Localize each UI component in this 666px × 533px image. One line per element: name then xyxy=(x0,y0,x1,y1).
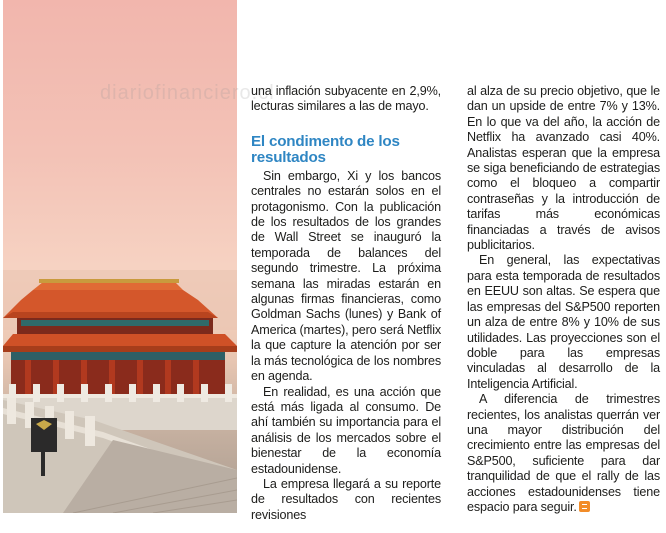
paragraph: La empresa llegará a su reporte de resultados con recientes revisiones xyxy=(251,476,441,522)
watermark: diariofinanciero.cl xyxy=(100,82,275,104)
paragraph: En general, las expectativas para esta temporada de resultados en EEUU son altas. Se espera que las empresas del S&P500 reporten un alza de entre 8% y 10% de sus utilidades. Las proyecciones son el doble para las empresas vinculadas al desarrollo de la Inteligencia Artificial. xyxy=(467,253,660,391)
article-column-2 xyxy=(467,84,660,515)
paragraph: Sin embargo, Xi y los bancos centrales no estarán solos en el protagonismo. Con la publicación de los resultados de los grandes de Wall Street se inauguró la temporada de balances del segundo trimestre. La próxima semana las miradas estarán en algunas firmas financieras, como Goldman Sachs (lunes) y Bank of America (martes), pero será Netflix la que capture la atención por ser la más tecnológica de los nombres en agenda. xyxy=(251,168,442,384)
paragraph-last xyxy=(467,392,660,515)
palace-illustration xyxy=(3,0,237,513)
paragraph: al alza de su precio objetivo, que le dan un upside de entre 7% y 13%. En lo que va del año, la acción de Netflix ha avanzado casi 40%. Analistas esperan que la empresa se siga beneficiando de estrategias como el bloqueo a compartir contraseñas y la introducción de tarifas más económicas financiadas a través de avisos publicitarios. xyxy=(467,84,660,253)
forbidden-city-photo xyxy=(3,0,237,513)
paragraph: En realidad, es una acción que está más ligada al consumo. De ahí también su importancia para el análisis de los mercados sobre el bienestar de la economía estadounidense. xyxy=(251,384,441,476)
article-column-1 xyxy=(251,84,441,523)
end-of-article-icon xyxy=(579,501,590,512)
paragraph: una inflación subyacente en 2,9%, lecturas similares a las de mayo. xyxy=(251,84,441,114)
paragraph-text: A diferencia de trimestres recientes, los analistas querrán ver una mayor distribución del crecimiento entre las empresas del S&P500, suficiente para dar tranquilidad de que el rally de las acciones estadounidenses tiene espacio para seguir. xyxy=(467,392,660,514)
subheading: El condimento de los resultados xyxy=(251,132,400,167)
